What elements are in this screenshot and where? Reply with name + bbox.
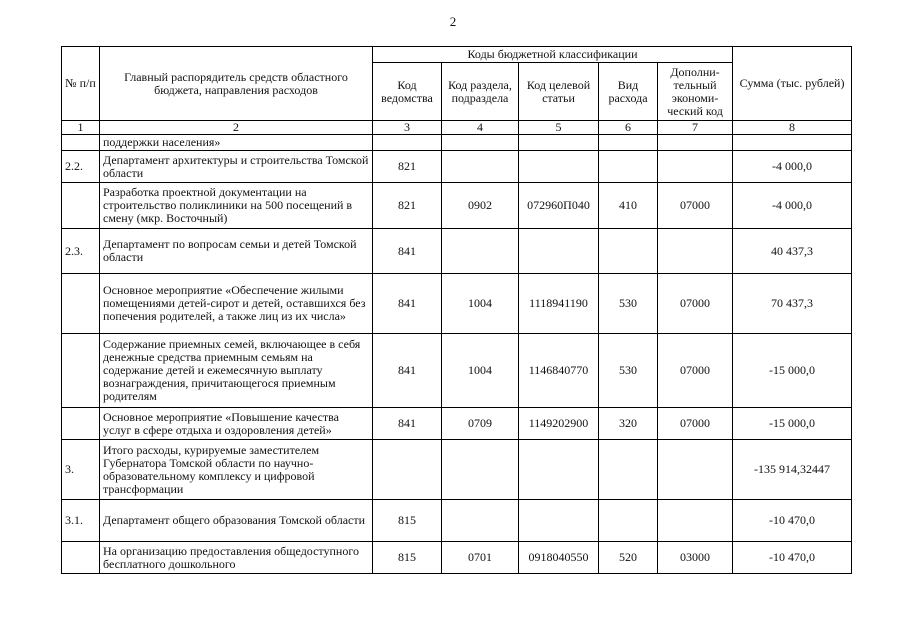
row-vid: 520 bbox=[599, 542, 658, 574]
row-razdel bbox=[442, 500, 519, 542]
row-razdel bbox=[442, 135, 519, 151]
row-vid: 410 bbox=[599, 183, 658, 229]
column-number: 4 bbox=[442, 121, 519, 135]
table-row bbox=[62, 500, 852, 542]
row-razdel: 1004 bbox=[442, 274, 519, 334]
row-dop: 03000 bbox=[658, 542, 733, 574]
row-num: 2.3. bbox=[62, 229, 100, 274]
row-sum: -135 914,32447 bbox=[733, 440, 852, 500]
row-vedomstvo: 815 bbox=[373, 500, 442, 542]
row-dop bbox=[658, 500, 733, 542]
table-row bbox=[62, 334, 852, 408]
column-number: 5 bbox=[519, 121, 599, 135]
row-vedomstvo: 841 bbox=[373, 229, 442, 274]
row-celevaya bbox=[519, 229, 599, 274]
table-row bbox=[62, 542, 852, 574]
header-codes-group: Коды бюджетной классификации bbox=[373, 47, 733, 63]
row-dop bbox=[658, 135, 733, 151]
row-celevaya bbox=[519, 151, 599, 183]
row-vedomstvo: 841 bbox=[373, 408, 442, 440]
row-num: 2.2. bbox=[62, 151, 100, 183]
header-dop: Дополни-тельный экономи-ческий код bbox=[658, 63, 733, 121]
row-dop bbox=[658, 229, 733, 274]
header-summa: Сумма (тыс. рублей) bbox=[733, 47, 852, 121]
header-celevaya: Код целевой статьи bbox=[519, 63, 599, 121]
header-num: № п/п bbox=[62, 47, 100, 121]
table-row bbox=[62, 135, 852, 151]
row-vid bbox=[599, 135, 658, 151]
row-vid bbox=[599, 440, 658, 500]
row-dop bbox=[658, 440, 733, 500]
row-celevaya bbox=[519, 500, 599, 542]
row-vid bbox=[599, 151, 658, 183]
page-number: 2 bbox=[449, 14, 457, 29]
column-number: 8 bbox=[733, 121, 852, 135]
row-name: Итого расходы, курируемые заместителем Губернатора Томской области по научно-образовательному комплексу и цифровой трансформации bbox=[100, 440, 373, 500]
row-vedomstvo bbox=[373, 440, 442, 500]
row-vid bbox=[599, 500, 658, 542]
column-number: 3 bbox=[373, 121, 442, 135]
row-sum: -15 000,0 bbox=[733, 334, 852, 408]
row-celevaya: 1118941190 bbox=[519, 274, 599, 334]
row-sum: -10 470,0 bbox=[733, 500, 852, 542]
row-sum: 40 437,3 bbox=[733, 229, 852, 274]
row-num bbox=[62, 542, 100, 574]
row-num bbox=[62, 135, 100, 151]
row-vedomstvo: 821 bbox=[373, 183, 442, 229]
row-name: На организацию предоставления общедоступного бесплатного дошкольного bbox=[100, 542, 373, 574]
row-razdel: 0709 bbox=[442, 408, 519, 440]
row-name: Разработка проектной документации на строительство поликлиники на 500 посещений в смену (мкр. Восточный) bbox=[100, 183, 373, 229]
row-sum: 70 437,3 bbox=[733, 274, 852, 334]
table-row bbox=[62, 274, 852, 334]
row-vedomstvo: 841 bbox=[373, 274, 442, 334]
row-dop: 07000 bbox=[658, 334, 733, 408]
row-name: Основное мероприятие «Повышение качества услуг в сфере отдыха и оздоровления детей» bbox=[100, 408, 373, 440]
table-row bbox=[62, 183, 852, 229]
row-num bbox=[62, 408, 100, 440]
row-name: Департамент общего образования Томской области bbox=[100, 500, 373, 542]
column-number: 2 bbox=[100, 121, 373, 135]
row-vid: 320 bbox=[599, 408, 658, 440]
row-vedomstvo: 821 bbox=[373, 151, 442, 183]
row-sum: -15 000,0 bbox=[733, 408, 852, 440]
table-row bbox=[62, 440, 852, 500]
row-vid: 530 bbox=[599, 274, 658, 334]
row-name: Содержание приемных семей, включающее в себя денежные средства приемным семьям на содержание детей и ежемесячную выплату вознаграждения, причитающегося приемным родителям bbox=[100, 334, 373, 408]
row-vid bbox=[599, 229, 658, 274]
row-razdel bbox=[442, 440, 519, 500]
row-razdel: 0701 bbox=[442, 542, 519, 574]
column-number: 7 bbox=[658, 121, 733, 135]
row-sum: -10 470,0 bbox=[733, 542, 852, 574]
column-number: 6 bbox=[599, 121, 658, 135]
row-razdel bbox=[442, 229, 519, 274]
row-celevaya: 072960П040 bbox=[519, 183, 599, 229]
row-razdel: 1004 bbox=[442, 334, 519, 408]
row-vedomstvo: 841 bbox=[373, 334, 442, 408]
row-vedomstvo: 815 bbox=[373, 542, 442, 574]
row-celevaya: 1149202900 bbox=[519, 408, 599, 440]
row-dop: 07000 bbox=[658, 183, 733, 229]
table-row bbox=[62, 408, 852, 440]
header-distributor: Главный распорядитель средств областного бюджета, направления расходов bbox=[100, 47, 373, 121]
row-celevaya: 0918040550 bbox=[519, 542, 599, 574]
row-num bbox=[62, 274, 100, 334]
row-num bbox=[62, 183, 100, 229]
header-razdel: Код раздела, подраздела bbox=[442, 63, 519, 121]
row-celevaya bbox=[519, 440, 599, 500]
row-dop: 07000 bbox=[658, 274, 733, 334]
row-name: Департамент по вопросам семьи и детей Томской области bbox=[100, 229, 373, 274]
row-num: 3.1. bbox=[62, 500, 100, 542]
column-number: 1 bbox=[62, 121, 100, 135]
row-name: Основное мероприятие «Обеспечение жилыми помещениями детей-сирот и детей, оставшихся без попечения родителей, а также лиц из их числа» bbox=[100, 274, 373, 334]
row-name: поддержки населения» bbox=[100, 135, 373, 151]
budget-table bbox=[61, 46, 852, 574]
row-dop: 07000 bbox=[658, 408, 733, 440]
row-num: 3. bbox=[62, 440, 100, 500]
row-vid: 530 bbox=[599, 334, 658, 408]
row-sum: -4 000,0 bbox=[733, 183, 852, 229]
row-vedomstvo bbox=[373, 135, 442, 151]
row-name: Департамент архитектуры и строительства Томской области bbox=[100, 151, 373, 183]
row-celevaya: 1146840770 bbox=[519, 334, 599, 408]
row-razdel bbox=[442, 151, 519, 183]
row-num bbox=[62, 334, 100, 408]
header-vedomstvo: Код ведомства bbox=[373, 63, 442, 121]
column-numbers-row bbox=[62, 121, 852, 135]
row-sum bbox=[733, 135, 852, 151]
table-row bbox=[62, 151, 852, 183]
row-dop bbox=[658, 151, 733, 183]
table-row bbox=[62, 229, 852, 274]
row-razdel: 0902 bbox=[442, 183, 519, 229]
row-celevaya bbox=[519, 135, 599, 151]
row-sum: -4 000,0 bbox=[733, 151, 852, 183]
header-vid: Вид расхода bbox=[599, 63, 658, 121]
